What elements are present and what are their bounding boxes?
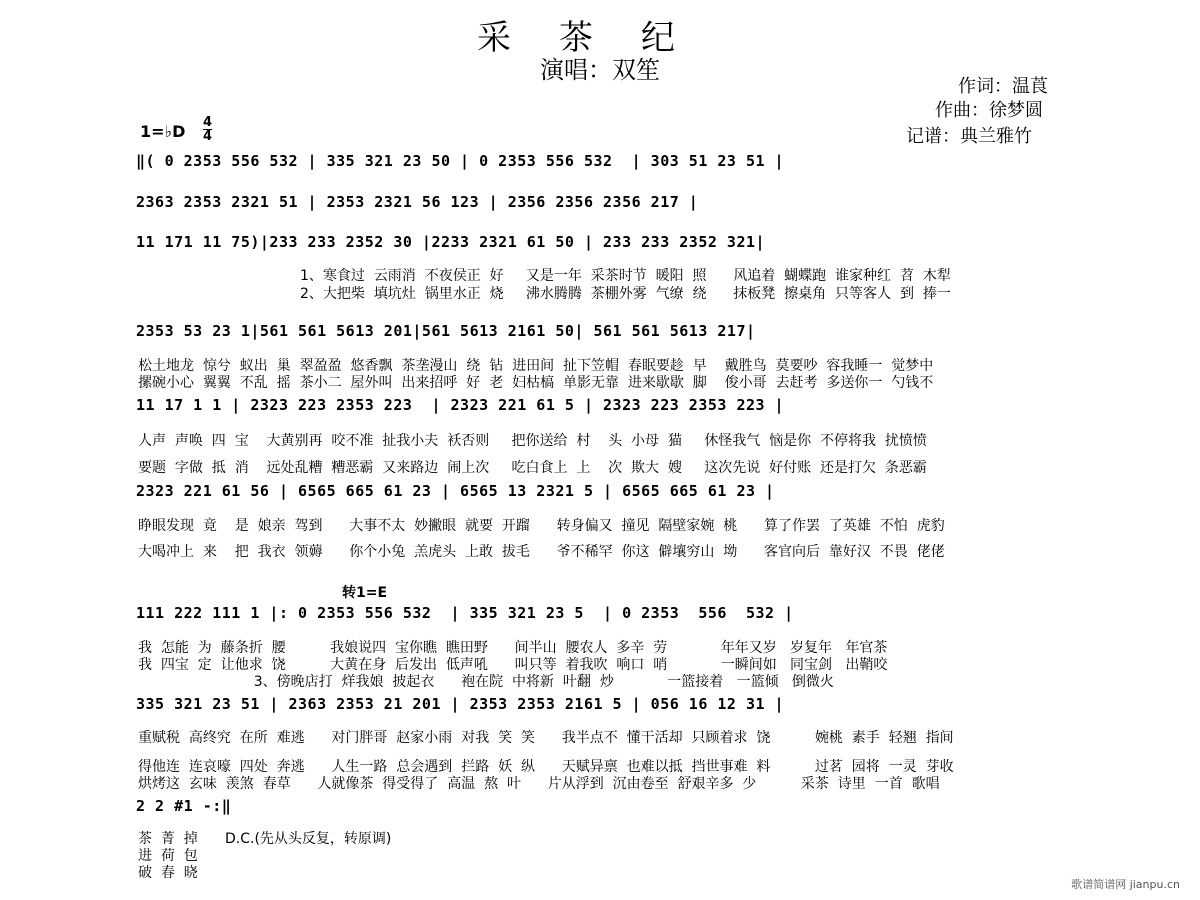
lyric-row-6-verse-2: 大喝冲上 来 把 我衣 领薅 你个小兔 羔虎头 上敢 拔毛 爷不稀罕 你这 僻壤穷山 坳 客官向后 靠好汉 不畏 佬佬 [138, 544, 945, 560]
lyric-row-7-verse-2: 我 四宝 定 让他求 饶 大黄在身 后发出 低声吼 叫只等 着我吹 响口 哨 一瞬间如 同宝剑 出鞘咬 [138, 657, 888, 673]
composer: 作曲：徐梦圆 [935, 100, 1043, 121]
lyric-row-7-verse-1: 我 怎能 为 藤条折 腰 我娘说四 宝你瞧 瞧田野 间半山 腰农人 多辛 劳 年年又岁 岁复年 年官茶 [138, 640, 888, 656]
notation-row-6: 2323 221 61 56 | 6565 665 61 23 | 6565 13 2321 5 | 6565 665 61 23 | [136, 482, 775, 500]
lyric-row-3-verse-2: 2、大把柴 填坑灶 锅里水正 烧 沸水腾腾 茶棚外雾 气缭 绕 抹板凳 擦桌角 只等客人 到 捧一 [300, 286, 951, 302]
modulation-mark: 转1=E [342, 585, 388, 601]
notation-row-3: 11 171 11 75)|233 233 2352 30 |2233 2321 61 50 | 233 233 2352 321| [136, 233, 766, 251]
key-signature: 1=♭D [140, 122, 186, 141]
transcriber: 记谱：典兰雅竹 [906, 126, 1032, 147]
lyric-row-4-verse-2: 摞碗小心 翼翼 不乱 摇 茶小二 屋外叫 出来招呼 好 老 妇枯槁 单影无靠 进来歇歇 脚 俊小哥 去赶考 多送你一 勺钱不 [138, 375, 934, 391]
notation-row-8: 335 321 23 51 | 2363 2353 21 201 | 2353 2353 2161 5 | 056 16 12 31 | [136, 695, 785, 713]
notation-row-1: ‖( 0 2353 556 532 | 335 321 23 50 | 0 2353 556 532 | 303 51 23 51 | [136, 152, 785, 170]
lyric-row-5-verse-2: 要题 字做 抵 消 远处乱糟 糟恶霸 又来路边 闹上次 吃白食上 上 次 欺大 嫂 这次先说 好付账 还是打欠 条恶霸 [138, 460, 927, 476]
song-title: 采茶纪 [477, 18, 723, 58]
lyric-row-9-verse-1: 茶 菁 掉 [138, 831, 198, 847]
notation-row-7: 111 222 111 1 |: 0 2353 556 532 | 335 321 23 5 | 0 2353 556 532 | [136, 604, 794, 622]
lyric-row-7-verse-3: 3、傍晚店打 烊我娘 披起衣 袍在院 中将新 叶翻 炒 一篮接着 一篮倾 倒微火 [138, 674, 834, 690]
time-signature-bottom: 4 [203, 129, 213, 144]
notation-row-5: 11 17 1 1 | 2323 223 2353 223 | 2323 221 61 5 | 2323 223 2353 223 | [136, 396, 785, 414]
notation-row-4: 2353 53 23 1|561 561 5613 201|561 5613 2161 50| 561 561 5613 217| [136, 322, 756, 340]
lyric-row-6-verse-1: 睁眼发现 竟 是 娘亲 驾到 大事不太 妙撇眼 就要 开蹓 转身偏又 撞见 隔壁家婉 桃 算了作罢 了英雄 不怕 虎豹 [138, 518, 945, 534]
dc-instruction: D.C.(先从头反复，转原调) [225, 831, 392, 847]
time-signature [203, 116, 212, 144]
singer: 演唱：双笙 [540, 56, 660, 84]
lyric-row-4-verse-1: 松土地龙 惊兮 蚁出 巢 翠盈盈 悠香飘 茶垄漫山 绕 钻 进田间 扯下笠帽 春眠要趁 早 戴胜鸟 莫要吵 容我睡一 觉梦中 [138, 358, 934, 374]
lyric-row-3-verse-1: 1、寒食过 云雨消 不夜侯正 好 又是一年 采茶时节 暖阳 照 风追着 蝴蝶跑 谁家种红 苕 木犁 [300, 268, 951, 284]
notation-row-2: 2363 2353 2321 51 | 2353 2321 56 123 | 2356 2356 2356 217 | [136, 193, 699, 211]
lyric-row-9-verse-3: 破 春 晓 [138, 865, 198, 881]
lyric-row-5-verse-1: 人声 声唤 四 宝 大黄别再 咬不准 扯我小夫 袄否则 把你送给 村 头 小母 猫 休怪我气 恼是你 不停将我 扰愤愤 [138, 433, 927, 449]
watermark: 歌谱简谱网 jianpu.cn [1071, 878, 1180, 891]
lyricist: 作词：温莨 [958, 76, 1048, 97]
lyric-row-9-verse-2: 进 荷 包 [138, 848, 198, 864]
notation-row-9: 2 2 #1 -:‖ [136, 797, 232, 815]
time-signature-top: 4 [203, 115, 213, 130]
lyric-row-8-verse-2: 得他连 连哀嚎 四处 奔逃 人生一路 总会遇到 拦路 妖 纵 天赋异禀 也难以抵 挡世事难 料 过茗 园将 一灵 芽收 [138, 759, 954, 775]
lyric-row-8-verse-3: 烘烤这 玄味 羡煞 春草 人就像茶 得受得了 高温 熬 叶 片从浮到 沉由卷至 舒艰辛多 少 采茶 诗里 一首 歌唱 [138, 776, 940, 792]
lyric-row-8-verse-1: 重赋税 高终究 在所 难逃 对门胖哥 赵家小雨 对我 笑 笑 我半点不 懂干活却 只顾着求 饶 婉桃 素手 轻翘 指间 [138, 730, 954, 746]
